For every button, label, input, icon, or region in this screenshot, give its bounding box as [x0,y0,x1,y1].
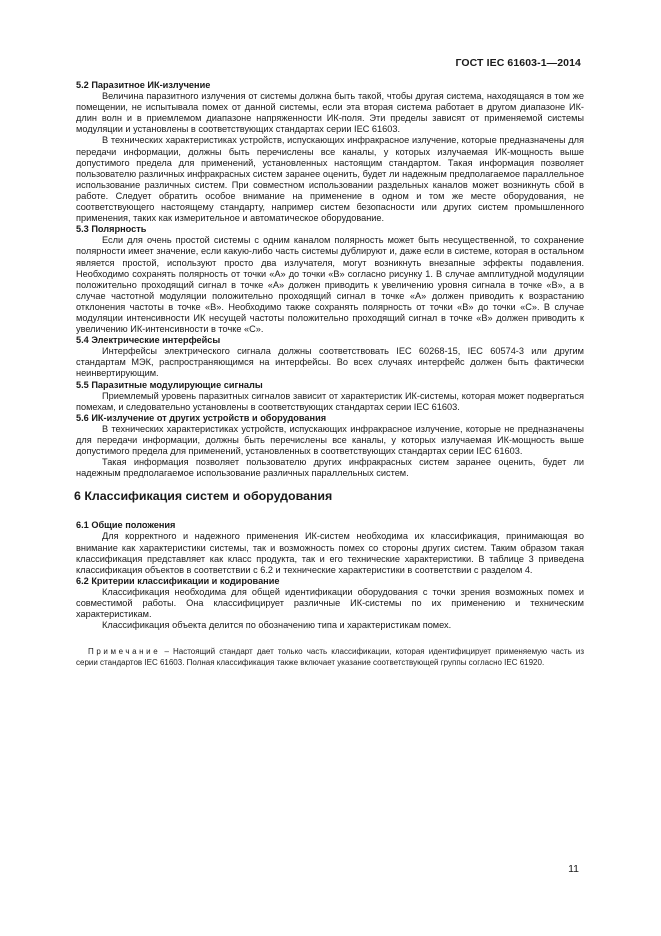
page-number: 11 [568,863,579,875]
paragraph: В технических характеристиках устройств, испускающих инфракрасное излучение, которые не предназначены для передачи информации, должны быть перечислены все каналы, у которых излучаемая ИК-мощность выше допустимого предела для применений, установленных в соответствующих стандартах серии IEC 61603. [76,423,584,457]
paragraph: Классификация необходима для общей идентификации оборудования с точки зрения возможных помех и совместимой работы. Она классифицирует различные ИК-системы по их применению и техническим характеристикам. [76,586,584,620]
section-heading-5-2: 5.2 Паразитное ИК-излучение [76,80,211,90]
paragraph: Такая информация позволяет пользователю других инфракрасных систем заранее оценить, будет ли надежным предполагаемое использование различных параллельных систем. [76,457,584,479]
page-content [76,80,584,668]
paragraph: Величина паразитного излучения от системы должна быть такой, чтобы другая система, находящаяся в том же помещении, не испытывала помех от данной системы, если эта вторая система работает в другом диапазоне ИК-длин волн и в приемлемом диапазоне напряженности ИК-поля. Эти пределы зависят от применяемой системы модуляции и установлены в соответствующих стандартах серии IEC 61603. [76,91,584,135]
paragraph: Интерфейсы электрического сигнала должны соответствовать IEC 60268-15, IEC 60574-3 или другим стандартам МЭК, распространяющимся на интерфейсы. Во всех случаях интерфейс должен быть фактически неинвертирующим. [76,346,584,379]
standard-designation: ГОСТ IEC 61603-1—2014 [455,57,581,69]
chapter-heading-6: 6 Классификация систем и оборудования [74,489,333,504]
section-heading-6-1: 6.1 Общие положения [76,520,176,531]
paragraph: Приемлемый уровень паразитных сигналов зависит от характеристик ИК-системы, которая может подвергаться помехам, и следовательно установлены в соответствующих стандартах серии IEC 61603. [76,390,584,412]
paragraph: В технических характеристиках устройств, испускающих инфракрасное излучение, которые предназначены для передачи информации, должны быть перечислены все каналы, у которых излучаемая ИК-мощность выше допустимого предела для применений, установленных настоящим стандартом. Такая информация позволяет пользователю различных инфракрасных систем заранее оценить, будет ли надежным предполагаемое параллельное использование различных систем. При совместном использовании раздельных каналов может возникнуть сбой в работе. Следует обратить особое внимание на применение в одном и том же месте оборудования, не соответствующего настоящему стандарту, например систем безопасности или других систем промышленного применения, таких как измерительное и автоматическое оборудование. [76,135,584,224]
section-heading-5-5: 5.5 Паразитные модулирующие сигналы [76,379,263,390]
note-text: – Настоящий стандарт дает только часть классификации, которая идентифицирует применяемую часть из серии стандартов IEC 61603. Полная классификация также включает указание соответствующей группы согласно IEC 61920. [76,647,584,667]
section-heading-6-2: 6.2 Критерии классификации и кодирование [76,575,280,586]
paragraph: Если для очень простой системы с одним каналом полярность может быть несущественной, то сохранение полярности имеет значение, если какую-либо часть системы дублируют и, даже если в системе, которая в остальном является простой, используют просто два излучателя, могут возникнуть внезапные эффекты подавления. Необходимо сохранять полярность от точки «А» до точки «В» согласно рисунку 1. В случае амплитудной модуляции положительно проходящий сигнал в точке «А» должен приводить к увеличению уровня сигнала в точке «В», а в случае частотной модуляции положительно проходящий сигнал в точке «А» должен приводить к возрастанию отклонения частоты в точке «В». Необходимо также сохранять полярность от точки «В» до точки «С». В случае модуляции интенсивности ИК несущей частоты положительно проходящий сигнал в точке «В» должен приводить к увеличению ИК-интенсивности в точке «С». [76,235,584,335]
section-heading-5-3: 5.3 Полярность [76,224,147,235]
section-heading-5-4: 5.4 Электрические интерфейсы [76,335,221,346]
paragraph: Классификация объекта делится по обозначению типа и характеристикам помех. [102,620,452,631]
note [76,647,584,667]
note-label: Примечание [88,647,161,657]
section-heading-5-6: 5.6 ИК-излучение от других устройств и оборудования [76,412,327,423]
paragraph: Для корректного и надежного применения ИК-систем необходима их классификация, принимающая во внимание как характеристики системы, так и возможность помех со стороны других систем. Таким образом такая классификация представляет как класс продукта, так и его технические характеристики. В таблице 3 приведена классификация объектов в соответствии с 6.2 и технические характеристики в соответствии с разделом 4. [76,531,584,575]
